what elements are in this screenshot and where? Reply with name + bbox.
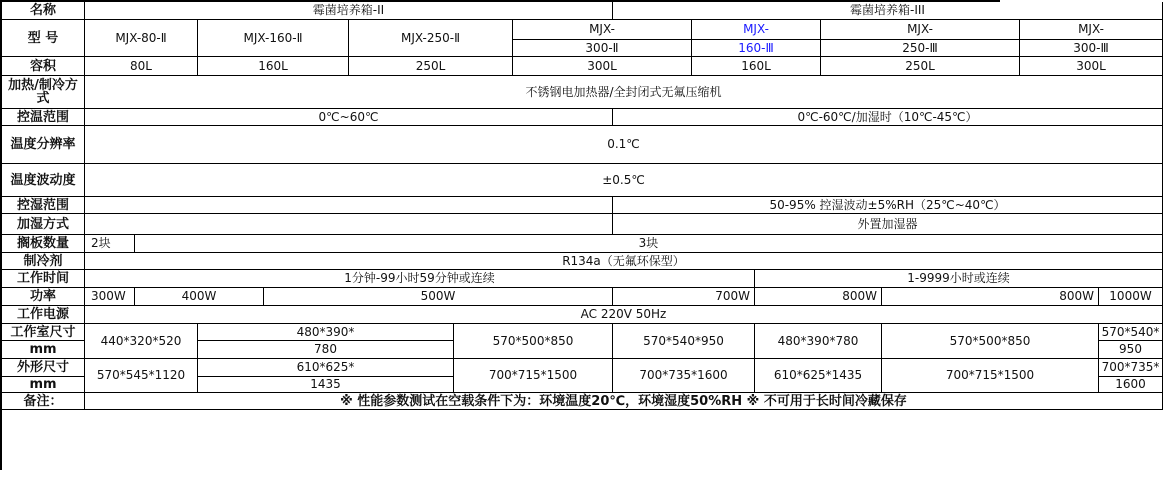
power-cell: 500W (264, 288, 613, 306)
outer-unit: mm (2, 377, 85, 393)
humidify-value: 外置加湿器 (613, 214, 1163, 235)
note-label: 备注： (2, 393, 85, 410)
model-4-top: MJX- (513, 20, 692, 40)
temp-range-iii: 0℃-60℃/加湿时（10℃-45℃） (613, 109, 1163, 126)
outer-1: 570*545*1120 (85, 359, 198, 393)
model-6-top: MJX- (821, 20, 1020, 40)
volume-cell: 250L (349, 57, 513, 76)
temp-resolution-label: 温度分辨率 (2, 126, 85, 164)
temp-range-ii: 0℃~60℃ (85, 109, 613, 126)
volume-cell: 250L (821, 57, 1020, 76)
model-4-bottom: 300-Ⅱ (513, 40, 692, 57)
outer-2-top: 610*625* (198, 359, 454, 377)
model-7-top: MJX- (1020, 20, 1163, 40)
power-cell: 300W (85, 288, 135, 306)
temp-fluctuation-label: 温度波动度 (2, 164, 85, 197)
humidity-range-value: 50-95% 控湿波动±5%RH（25℃~40℃） (613, 197, 1163, 214)
power-cell: 800W (882, 288, 1099, 306)
model-6-bottom: 250-Ⅲ (821, 40, 1020, 57)
work-time-label: 工作时间 (2, 270, 85, 288)
refrigerant-label: 制冷剂 (2, 253, 85, 270)
power-label: 功率 (2, 288, 85, 306)
chamber-2-bottom: 780 (198, 341, 454, 359)
chamber-1: 440*320*520 (85, 324, 198, 359)
outer-5: 610*625*1435 (755, 359, 882, 393)
work-time-ii: 1分钟-99小时59分钟或连续 (85, 270, 755, 288)
model-7-bottom: 300-Ⅲ (1020, 40, 1163, 57)
work-time-iii: 1-9999小时或连续 (755, 270, 1163, 288)
shelves-first: 2块 (85, 235, 135, 253)
refrigerant-value: R134a（无氟环保型） (85, 253, 1163, 270)
volume-cell: 300L (513, 57, 692, 76)
volume-cell: 160L (692, 57, 821, 76)
chamber-4: 570*540*950 (613, 324, 755, 359)
series-ii-title: 霉菌培养箱-II (85, 2, 613, 20)
chamber-unit: mm (2, 341, 85, 359)
supply-value: AC 220V 50Hz (85, 306, 1163, 324)
name-label: 名称 (2, 2, 85, 20)
power-cell: 1000W (1099, 288, 1163, 306)
volume-label: 容积 (2, 57, 85, 76)
note-value: ※ 性能参数测试在空载条件下为：环境温度20℃，环境湿度50%RH ※ 不可用于长时间冷藏保存 (85, 393, 1163, 410)
chamber-5: 480*390*780 (755, 324, 882, 359)
chamber-6: 570*500*850 (882, 324, 1099, 359)
supply-label: 工作电源 (2, 306, 85, 324)
heating-value: 不锈钢电加热器/全封闭式无氟压缩机 (85, 76, 1163, 109)
chamber-7-top: 570*540* (1099, 324, 1163, 341)
shelves-rest: 3块 (135, 235, 1163, 253)
model-5-top: MJX- (692, 20, 821, 40)
power-cell: 800W (755, 288, 882, 306)
outer-4: 700*735*1600 (613, 359, 755, 393)
chamber-label: 工作室尺寸 (2, 324, 85, 341)
outer-label: 外形尺寸 (2, 359, 85, 377)
humidity-range-label: 控湿范围 (2, 197, 85, 214)
chamber-7-bottom: 950 (1099, 341, 1163, 359)
model-label: 型 号 (2, 20, 85, 57)
model-5-bottom: 160-Ⅲ (692, 40, 821, 57)
humidify-ii-empty (85, 214, 613, 235)
power-cell: 400W (135, 288, 264, 306)
model-1: MJX-80-Ⅱ (85, 20, 198, 57)
temp-resolution-value: 0.1℃ (85, 126, 1163, 164)
outer-6: 700*715*1500 (882, 359, 1099, 393)
volume-cell: 300L (1020, 57, 1163, 76)
outer-7-bottom: 1600 (1099, 377, 1163, 393)
model-2: MJX-160-Ⅱ (198, 20, 349, 57)
outer-2-bottom: 1435 (198, 377, 454, 393)
humidify-label: 加湿方式 (2, 214, 85, 235)
chamber-2-top: 480*390* (198, 324, 454, 341)
shelves-label: 搁板数量 (2, 235, 85, 253)
power-cell: 700W (613, 288, 755, 306)
volume-cell: 80L (85, 57, 198, 76)
series-iii-title: 霉菌培养箱-III (613, 2, 1163, 20)
heating-label: 加热/制冷方式 (2, 76, 85, 109)
outer-3: 700*715*1500 (454, 359, 613, 393)
humidity-range-ii-empty (85, 197, 613, 214)
outer-7-top: 700*735* (1099, 359, 1163, 377)
temp-range-label: 控温范围 (2, 109, 85, 126)
chamber-3: 570*500*850 (454, 324, 613, 359)
volume-cell: 160L (198, 57, 349, 76)
model-3: MJX-250-Ⅱ (349, 20, 513, 57)
temp-fluctuation-value: ±0.5℃ (85, 164, 1163, 197)
